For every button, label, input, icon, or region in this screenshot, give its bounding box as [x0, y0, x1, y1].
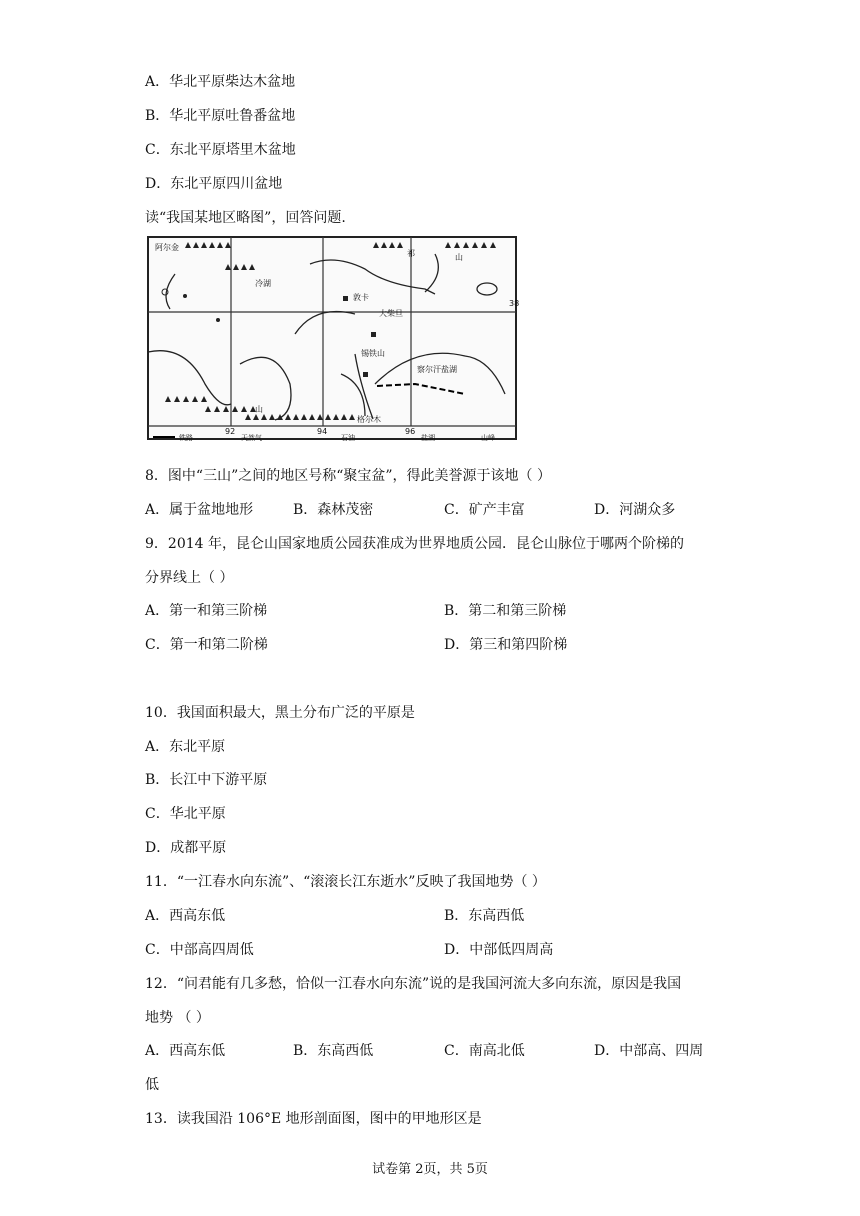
- map-label-qi: 祁: [407, 249, 415, 258]
- q8-option-c: C．矿产丰富: [444, 502, 525, 518]
- q9-stem-1: 9．2014 年，昆仑山国家地质公园获准成为世界地质公园．昆仑山脉位于哪两个阶梯的: [145, 536, 684, 552]
- q9-option-d: D．第三和第四阶梯: [444, 637, 568, 653]
- legend-peak: 山峰: [481, 434, 495, 442]
- page-footer: 试卷第 2页，共 5页: [372, 1162, 488, 1177]
- map-label-shan-top: 山: [455, 253, 463, 262]
- option-a: A．华北平原柴达木盆地: [145, 74, 296, 90]
- q13-stem: 13．读我国沿 106°E 地形剖面图，图中的甲地形区是: [145, 1111, 482, 1127]
- map-label-shan-bottom: 山: [255, 405, 263, 414]
- q10-option-a: A．东北平原: [145, 739, 226, 755]
- q10-option-b: B．长江中下游平原: [145, 772, 268, 788]
- q11-option-c: C．中部高四周低: [145, 942, 254, 958]
- q12-option-b: B．东高西低: [293, 1043, 374, 1059]
- q10-stem: 10．我国面积最大，黑土分布广泛的平原是: [145, 705, 415, 721]
- q11-option-d: D．中部低四周高: [444, 942, 554, 958]
- q12-option-d-wrap: 低: [145, 1077, 159, 1093]
- map-intro: 读“我国某地区略图”，回答问题.: [145, 210, 346, 226]
- q9-stem-2: 分界线上（ ）: [145, 570, 234, 586]
- q8-option-a: A．属于盆地地形: [145, 502, 254, 518]
- q11-stem: 11．“一江春水向东流”、“滚滚长江东逝水”反映了我国地势（ ）: [145, 874, 546, 890]
- legend-gas: 天然气: [241, 434, 262, 442]
- option-c: C．东北平原塔里木盆地: [145, 142, 296, 158]
- legend-saltlake: 盐湖: [421, 434, 435, 442]
- map-label-lon2: 94: [317, 427, 328, 436]
- map-label-lon1: 92: [225, 427, 236, 436]
- map-label-lat: 38: [509, 299, 520, 308]
- region-map: [145, 234, 523, 446]
- map-label-lon3: 96: [405, 427, 416, 436]
- legend-railway: 铁路: [179, 434, 193, 442]
- map-label-dachaidan: 大柴旦: [379, 309, 403, 318]
- q12-option-a: A．西高东低: [145, 1043, 226, 1059]
- q12-option-c: C．南高北低: [444, 1043, 525, 1059]
- option-b: B．华北平原吐鲁番盆地: [145, 108, 296, 124]
- q8-stem: 8．图中“三山”之间的地区号称“聚宝盆”，得此美誉源于该地（ ）: [145, 468, 551, 484]
- map-label-altun: 阿尔金: [155, 243, 179, 252]
- map-label-qarhan: 察尔汗盐湖: [417, 365, 457, 374]
- q12-stem-1: 12．“问君能有几多愁，恰似一江春水向东流”说的是我国河流大多向东流，原因是我国: [145, 976, 682, 992]
- map-label-dunka: 敦卡: [353, 293, 369, 302]
- q9-option-c: C．第一和第二阶梯: [145, 637, 268, 653]
- legend-oil: 石油: [341, 434, 355, 442]
- q10-option-d: D．成都平原: [145, 840, 227, 856]
- q9-option-a: A．第一和第三阶梯: [145, 603, 268, 619]
- q11-option-b: B．东高西低: [444, 908, 525, 924]
- q8-option-b: B．森林茂密: [293, 502, 374, 518]
- map-label-lenghu: 冷湖: [255, 279, 271, 288]
- map-label-golmud: 格尔木: [357, 415, 381, 424]
- map-label-xitieshan: 锡铁山: [361, 349, 385, 358]
- q12-stem-2: 地势 （ ）: [145, 1010, 210, 1026]
- option-d: D．东北平原四川盆地: [145, 176, 283, 192]
- q12-option-d: D．中部高、四周: [594, 1043, 704, 1059]
- q11-option-a: A．西高东低: [145, 908, 226, 924]
- q8-option-d: D．河湖众多: [594, 502, 676, 518]
- q10-option-c: C．华北平原: [145, 806, 226, 822]
- q9-option-b: B．第二和第三阶梯: [444, 603, 567, 619]
